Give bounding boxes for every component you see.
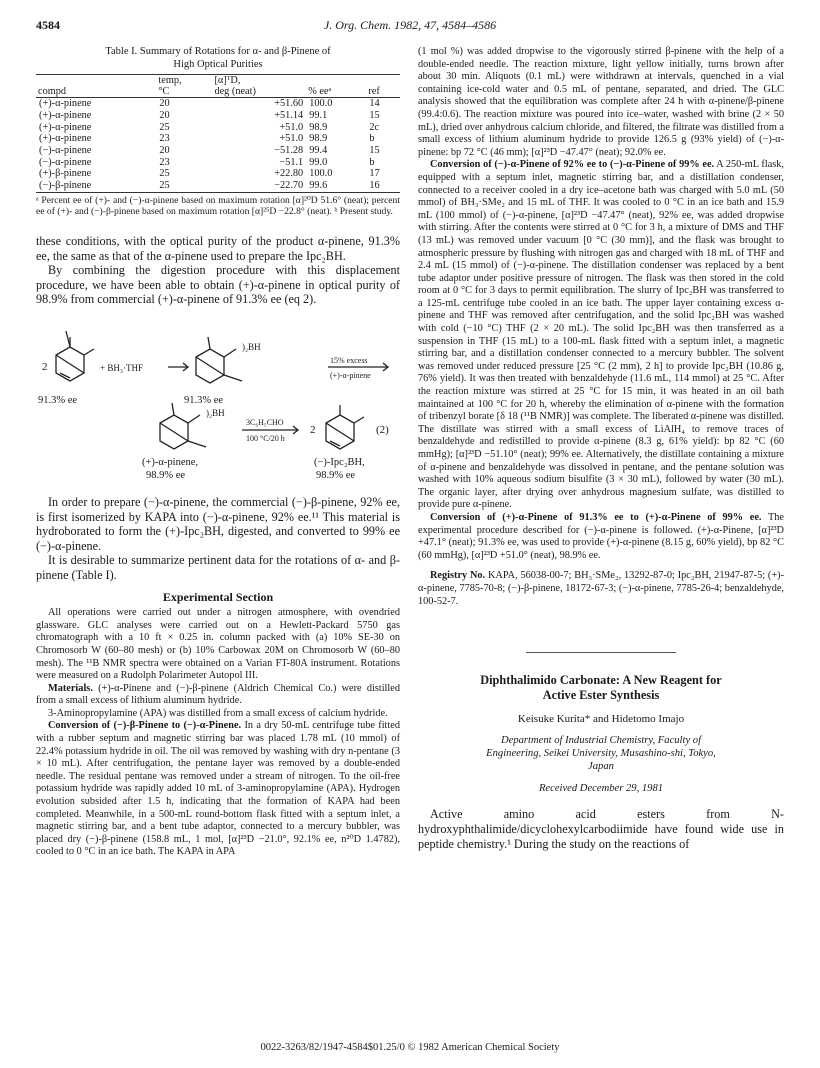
- paragraph: By combining the digestion procedure with this displacement procedure, we have been able to obtain (+)-α-pinene in optical purity of 98.9% from commercial (+)-α-pinene of 91.3% ee (eq 2).: [36, 263, 400, 307]
- equation-2: 2 + BH₃·THF )₂BH 15% excess (+)-α-pinene 91.3% ee 91.3% ee )₂BH 3C₆H₅CHO 100 °C/20 h 2 (2) (+)-α-pinene, 98.9% ee (−)-Ipc₂BH, 98.9% ee: [36, 311, 400, 489]
- table-row: (+)-α-pinene 20 +51.14 99.1 15: [39, 109, 380, 121]
- article-authors: Keisuke Kurita* and Hidetomo Imajo: [517, 713, 685, 726]
- reagent-bh3-thf: + BH₃·THF: [100, 362, 143, 373]
- article-affiliation: Department of Industrial Chemistry, Faculty of Engineering, Seikei University, Musashino-shi, Tokyo, Japan: [486, 734, 716, 772]
- table-row: (−)-α-pinene 23 −51.1 99.0 b: [39, 156, 375, 168]
- paragraph: All operations were carried out under a nitrogen atmosphere, with ovendried glassware. GLC analyses were carried out on a Hewlett-Packard 5750 gas chromatograph with a 10 ft × 0.25 in. column packed with (a) 10% SE-30 on Chromosorb W (60–80 mesh) or (b) 10% Carbowax 20M on Chromosorb W (60–80 mesh). The ¹¹B NMR spectra were obtained on a Varian FT-80A instrument. Rotations were measured on a Rudolph Polarimeter Autopol III.: [36, 607, 400, 682]
- ee-label: 91.3% ee: [184, 394, 224, 406]
- paragraph: Conversion of (−)-α-Pinene of 92% ee to (−)-α-Pinene of 99% ee. A 250-mL flask, equipped with a septum inlet, magnetic stirring bar, and a distillation condenser, connected to a receiver cooled in a dry ice–acetone bath was charged with 5.0 mL (50 mmol) of BH₃·SMe₂ and 15 mL of THF. It was cooled to 0 °C in an ice bath and 15.9 mL (100 mmol) of (−)-α-pinene, [α]²³D −47.47° (neat), 92% ee, was added dropwise with stirring. After the contents were stirred at 0 °C for 3 h, a mixture of DMS and THF (13 mL) was removed under vacuum [0 °C (30 mm)], and the flask was brought to atmospheric pressure by flushing with nitrogen gas and charged with 18 mL of THF and 2.4 mL (15 mmol) of (−)-α-pinene. The distillation condenser was replaced by a bent tube adaptor under positive pressure of nitrogen. The flask was then stored in the cold room at 0 °C for 3 days to permit equilibration. The slurry of Ipc₂BH was transferred to a 125-mL centrifuge tube cooled in an ice bath. The upper layer containing excess α-pinene and THF was removed after centrifugation, and the solid Ipc₂BH was washed with cold (−10 °C) THF (2 × 20 mL). The solid Ipc₂BH was then transferred as a suspension in THF (15 mL) to a 100-mL flask fitted with a septum inlet, a magnetic stirring bar, and a distillation condenser connected to a mercury bubbler. The solvent was removed under reduced pressure [25 °C (2 mm), 2 h] to provide Ipc₂BH (10.86 g, 76% yield). It was then treated with benzaldehyde (11.6 mL, 114 mmol) at 25 °C. After the reaction mixture was stirred at 25 °C for 15 min, it was heated in an oil bath maintained at 100 °C for 20 h, whereby the elimination of α-pinene with the formation of tribenzyl borate [δ 18 (¹¹B NMR)] was complete. The liberated α-pinene was distilled. The distillate was stirred with a small excess of LiAlH₄ to remove traces of benzaldehyde and redistilled to provide α-pinene (8.3 g, 61% yield): bp 82 °C (60 mmHg); [α]²³D −51.10° (neat); 99% ee. Alternatively, the distillate containing a mixture of α-pinene and benzaldehyde was dissolved in pentane, and the pentane solution was washed with 10% aqueous sodium bisulfite (3 × 30 mL), followed by water (30 mL). The organic layer, after drying over anhydrous magnesium sulfate, was distilled to provide pure α-pinene.: [418, 159, 784, 511]
- table-row: (−)-β-pinene 25 −22.70 99.6 16: [36, 180, 400, 192]
- page-footer: 0022-3263/82/1947-4584$01.25/0 © 1982 American Chemical Society: [260, 1042, 560, 1053]
- col-rotation: [α]ᵀD,: [212, 75, 306, 87]
- ee-label: 91.3% ee: [38, 394, 78, 406]
- paragraph: Conversion of (−)-β-Pinene to (−)-α-Pinene. In a dry 50-mL centrifuge tube fitted with a rubber septum and magnetic stirring bar was placed 1.78 mL (10 mmol) of 22.4% potassium hydride in oil. The oil was removed by washing with dry n-pentane (3 × 10 mL). After centrifugation, the pentane layer was removed by a double-ended needle. The residual pentane was removed under a stream of nitrogen. To the oil-free potassium hydride was rapidly added 10 mL of 3-aminopropylamine (APA). Hydrogen evolution subsided after 1.5 h, indicating that the formation of KAPA had been completed. Meanwhile, in a 500-mL round-bottom flask fitted with a septum inlet, a magnetic stirring bar, and a bent tube adaptor, connected to a mercury bubbler, was placed dry (−)-β-pinene (158.8 mL, 1 mol, [α]²³D −21.0°, 92.1% ee, n²⁰D 1.4782), cooled to 0 °C in an ice bath. The KAPA in APA: [36, 720, 401, 858]
- article-intro: Active amino acid esters from N-hydroxyphthalimide/dicyclohexylcarbodiimide have found wide use in peptide chemistry.¹ During the study on the reactions of: [418, 807, 784, 851]
- paragraph: (1 mol %) was added dropwise to the vigorously stirred β-pinene with the help of a double-ended needle. The reaction mixture, light yellow initially, turns brown after about 30 min. Aliquots (0.1 mL) were withdrawn at intervals, quenched in a vial containing ice-cold water and 0.5 mL of pentane, separated, and dried. The GLC analysis showed that the equilibration was complete after 24 h with α-pinene/β-pinene (99.4:0.6). The reaction mixture was poured into ice–water, washed with brine (2 × 50 mL), dried over anhydrous calcium chloride, and filtered, the filtrate was distilled from a small excess of lithium aluminum hydride to provide 126.5 g (93% yield) of (−)-α-pinene: bp 72 °C (46 mm); [α]²³D −47.47° (neat); 92.0% ee.: [418, 46, 784, 158]
- journal-name: J. Org. Chem. 1982, 47, 4584–4586: [323, 18, 497, 32]
- table-caption: Table I. Summary of Rotations for α- and β-Pinene of High Optical Purities: [105, 46, 331, 70]
- received-date: Received December 29, 1981: [538, 782, 664, 794]
- article-title: Diphthalimido Carbonate: A New Reagent for Active Ester Synthesis: [480, 673, 722, 703]
- col-compd: compd: [36, 86, 156, 98]
- right-column: [418, 46, 784, 851]
- table-footnote: ᵃ Percent ee of (+)- and (−)-α-pinene based on maximum rotation [α]²⁰D 51.6° (neat); percent ee of (+)- and (−)-β-pinene based on maximum rotation [α]²⁵D −22.8° (neat). ᵇ Present study.: [36, 194, 400, 218]
- section-heading: Experimental Section: [162, 589, 274, 604]
- table-row: (−)-α-pinene 20 −51.28 99.4 15: [39, 145, 380, 156]
- table-row: (+)-α-pinene 20 +51.60 100.0 14: [39, 98, 380, 110]
- article-divider: [526, 652, 676, 653]
- left-column: [36, 46, 400, 859]
- paragraph: 3-Aminopropylamine (APA) was distilled from a small excess of calcium hydride.: [48, 707, 388, 719]
- col-ref: ref: [366, 86, 400, 98]
- running-header: [36, 18, 784, 36]
- col-temp: temp,: [156, 75, 212, 87]
- paragraph: these conditions, with the optical purity of the product α-pinene, 91.3% ee, the same as that of the α-pinene used to prepare the Ipc₂BH.: [36, 234, 400, 263]
- page-number: 4584: [36, 18, 60, 32]
- registry-numbers: Registry No. KAPA, 56038-00-7; BH₃·SMe₂, 13292-87-0; Ipc₂BH, 21947-87-5; (+)-α-pinene, 7785-70-8; (−)-β-pinene, 18172-67-3; (−)-α-pinene, 7785-26-4; benzaldehyde, 100-52-7.: [418, 570, 784, 607]
- table-row: (+)-β-pinene 25 +22.80 100.0 17: [39, 168, 380, 180]
- col-ee: % eeᵃ: [306, 86, 366, 98]
- table-row: (+)-α-pinene 25 +51.0 98.9 2c: [39, 121, 380, 133]
- table-row: (+)-α-pinene 23 +51.0 98.9 b: [39, 133, 375, 145]
- paragraph: It is desirable to summarize pertinent data for the rotations of α- and β-pinene (Table I).: [36, 553, 400, 582]
- paragraph: Conversion of (+)-α-Pinene of 91.3% ee to (+)-α-Pinene of 99% ee. The experimental procedure described for (−)-α-pinene is followed. (+)-α-Pinene, [α]²³D +47.1° (neat); 91.3% ee, was used to provide (+)-α-pinene (8.15 g, 60% yield), bp 82 °C (60 mmHg), [α]²³D +51.0° (neat), 98.9% ee.: [418, 511, 784, 561]
- paragraph: In order to prepare (−)-α-pinene, the commercial (−)-β-pinene, 92% ee, is first isomerized by KAPA into (−)-α-pinene, 92% ee.¹¹ This material is hydroborated to form the (+)-Ipc₂BH, digested, and converted to 99% ee (−)-α-pinene.: [36, 494, 400, 553]
- equation-number: (2): [376, 423, 389, 436]
- paragraph: Materials. (+)-α-Pinene and (−)-β-pinene (Aldrich Chemical Co.) were distilled from a small excess of lithium aluminum hydride.: [36, 682, 400, 707]
- rotation-table: temp, [α]ᵀD, compd °C deg (neat) % eeᵃ ref (+)-α-pinene 20 +51.60 100.0 14 (+)-α-pinene 20 +51.14 99.1 15 (+)-α-pinene 25 +51.0 98.9 2c (+)-α-pinene 23 +51.0 98.9 b (−)-α-pinene 20 −51.28 99.4 15 (−)-α-pinene 23 −51.1 99.0 b (+)-β-pinene 25 +22.80 100.0 17 (−)-β-pinene 25 −22.70 99.6 16: [36, 74, 400, 193]
